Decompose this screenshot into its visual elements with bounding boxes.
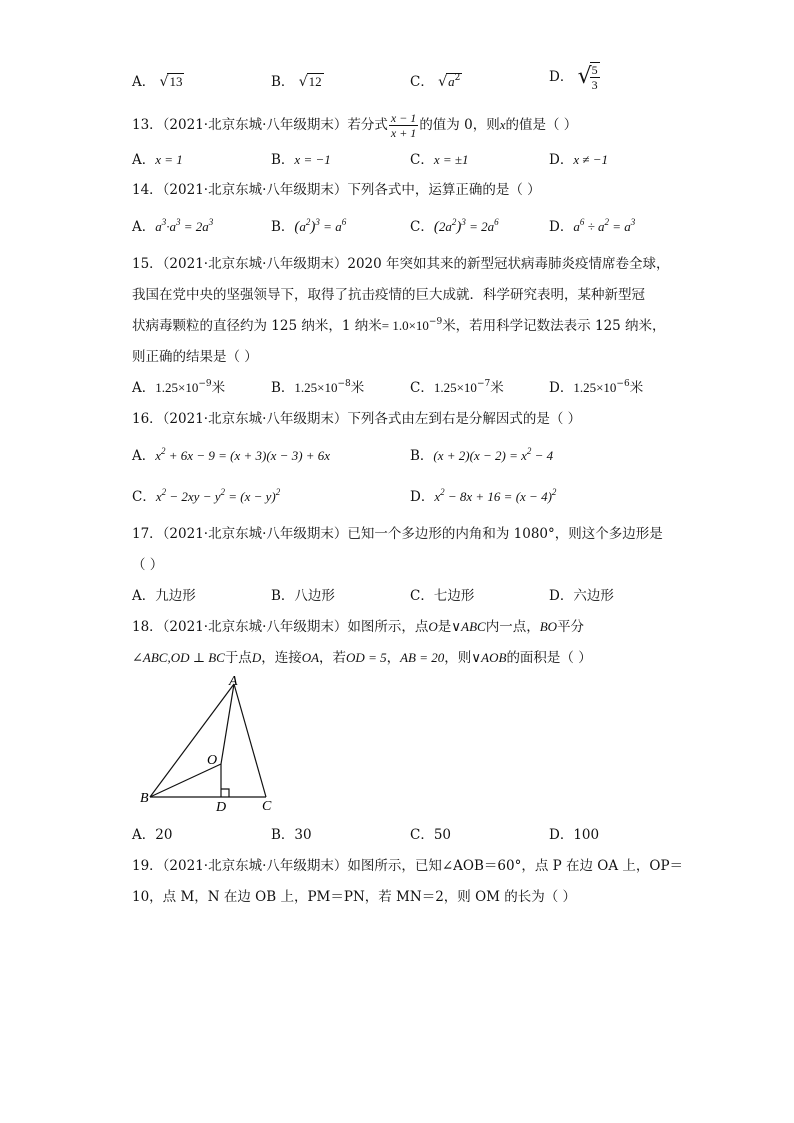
variable: x xyxy=(499,117,506,132)
q15-option-c[interactable] xyxy=(410,378,504,398)
exponent: −7 xyxy=(476,379,491,389)
q17-line-2: （ ） xyxy=(132,557,164,573)
q14-stem: 14．（2021·北京东城·八年级期末）下列各式中，运算正确的是（ ） xyxy=(132,182,541,198)
exponent: 2 xyxy=(454,73,461,83)
option-label: D． xyxy=(410,489,435,505)
q18-option-b[interactable]: B．30 xyxy=(271,827,312,843)
radicand: a xyxy=(448,74,455,89)
stem-text: ，则∨ xyxy=(444,650,482,666)
stem-text: 内一点， xyxy=(485,619,540,635)
q13-option-a[interactable] xyxy=(132,150,183,170)
q16-option-c[interactable] xyxy=(132,487,280,507)
radicand: 12 xyxy=(308,74,322,89)
stem-text: 状病毒颗粒的直径约为 125 纳米，1 纳米 xyxy=(132,318,382,334)
denominator: 3 xyxy=(591,78,598,92)
q15-line-2: 我国在党中央的坚强领导下，取得了抗击疫情的巨大成就．科学研究表明，某种新型冠 xyxy=(132,287,645,303)
condition-math: ∠ABC,OD ⊥ BC xyxy=(132,650,225,665)
option-label: C． xyxy=(410,219,434,235)
segment-ac xyxy=(234,684,266,797)
triangle-figure xyxy=(136,672,286,818)
option-math: $(2a^2)^3 = 2a^6$ xyxy=(433,217,499,235)
q13-option-d[interactable] xyxy=(549,150,608,170)
q12-option-a[interactable] xyxy=(132,72,184,92)
option-label: C． xyxy=(410,380,434,396)
option-label: A． xyxy=(132,74,156,90)
option-value: 1.25×10 xyxy=(294,380,338,395)
q12-option-d[interactable] xyxy=(549,62,601,92)
option-label: B． xyxy=(271,380,295,396)
q16-option-a[interactable] xyxy=(132,446,330,466)
exponent: −9 xyxy=(198,379,212,389)
condition-math: AB = 20 xyxy=(400,650,445,665)
option-value: 1.25×10 xyxy=(573,380,617,395)
option-label: A． xyxy=(132,380,156,396)
option-math: x = 1 xyxy=(155,152,183,167)
option-math: $a^6 \div a^2 = a^3$ xyxy=(573,217,636,234)
radicand: 13 xyxy=(169,74,183,89)
q15-line-4: 则正确的结果是（ ） xyxy=(132,349,258,365)
q15-line-3 xyxy=(132,316,666,336)
q13-stem xyxy=(132,111,577,140)
sqrt-sign: √ xyxy=(298,74,308,90)
q19-line-2: 10，点 M，N 在边 OB 上，PM＝PN，若 MN＝2，则 OM 的长为（ ） xyxy=(132,889,577,905)
right-angle-mark xyxy=(221,789,229,797)
point-label: D xyxy=(251,650,262,665)
option-value: 1.25×10 xyxy=(155,380,199,395)
segment-label: OA xyxy=(301,650,320,665)
q17-option-b[interactable]: B．八边形 xyxy=(271,588,335,604)
q18-option-d[interactable]: D．100 xyxy=(549,827,600,843)
segment-label: BO xyxy=(539,619,558,634)
stem-text: 于点 xyxy=(224,650,252,666)
option-label: C． xyxy=(410,74,434,90)
denominator: x + 1 xyxy=(390,126,417,140)
q15-line-1: 15．（2021·北京东城·八年级期末）2020 年突如其来的新型冠状病毒肺炎疫情席卷全球， xyxy=(132,256,670,272)
point-label: O xyxy=(428,619,438,634)
stem-text: 的值为 0，则 xyxy=(419,117,500,133)
option-label: B． xyxy=(271,74,295,90)
label-c: C xyxy=(262,799,272,814)
option-math: x = ±1 xyxy=(433,152,469,167)
unit: 米 xyxy=(211,380,226,396)
option-math: $x^2 - 2xy - y^2 = (x - y)^2$ xyxy=(155,487,281,504)
stem-text: 米，若用科学记数法表示 125 纳米， xyxy=(442,318,666,334)
q13-option-b[interactable] xyxy=(271,150,331,170)
sqrt-sign: √ xyxy=(577,64,592,89)
q18-option-a[interactable]: A．20 xyxy=(132,827,173,843)
q12-option-b[interactable] xyxy=(271,72,324,92)
q19-line-1: 19．（2021·北京东城·八年级期末）如图所示，已知∠AOB＝60°，点 P 在边 OA 上，OP＝ xyxy=(132,858,684,874)
stem-text: 是∨ xyxy=(437,619,462,635)
option-label: D． xyxy=(549,219,574,235)
q17-option-a[interactable]: A．九边形 xyxy=(132,588,196,604)
option-label: B． xyxy=(271,219,295,235)
triangle-label: ABC xyxy=(461,619,486,634)
q13-option-c[interactable] xyxy=(410,150,469,170)
stem-text: ，若 xyxy=(319,650,347,666)
stem-text: 的面积是（ ） xyxy=(506,650,592,666)
stem-text: ，连接 xyxy=(261,650,302,666)
option-math: $(x + 2)(x - 2) = x^2 - 4$ xyxy=(433,446,554,463)
fraction xyxy=(389,111,418,140)
sqrt-sign: √ xyxy=(159,74,169,90)
stem-text: 平分 xyxy=(557,619,585,635)
q15-option-b[interactable] xyxy=(271,378,364,398)
option-math: $a^3\cdot a^3 = 2a^3$ xyxy=(155,217,214,234)
exponent: −6 xyxy=(616,379,630,389)
stem-text: 的值是（ ） xyxy=(505,117,578,133)
q16-option-b[interactable] xyxy=(410,446,553,466)
sqrt-sign: √ xyxy=(438,74,448,90)
q18-line-1 xyxy=(132,617,584,637)
fraction xyxy=(590,62,600,92)
condition-math: OD = 5 xyxy=(346,650,387,665)
q14-option-d[interactable] xyxy=(549,217,635,237)
q16-option-d[interactable] xyxy=(410,487,556,507)
q14-option-a[interactable] xyxy=(132,217,213,237)
q15-option-a[interactable] xyxy=(132,378,225,398)
option-math: $x^2 + 6x - 9 = (x + 3)(x - 3) + 6x$ xyxy=(155,446,331,463)
q16-stem: 16．（2021·北京东城·八年级期末）下列各式由左到右是分解因式的是（ ） xyxy=(132,411,582,427)
option-label: C． xyxy=(132,489,156,505)
label-a: A xyxy=(229,674,238,689)
q18-line-2 xyxy=(132,648,592,668)
segment-bo xyxy=(150,764,221,797)
option-label: B． xyxy=(410,448,434,464)
q17-option-c[interactable]: C．七边形 xyxy=(410,588,475,604)
unit: 米 xyxy=(350,380,365,396)
option-math: $x^2 - 8x + 16 = (x - 4)^2$ xyxy=(434,487,557,504)
option-label: A． xyxy=(132,448,156,464)
unit: 米 xyxy=(490,380,504,396)
q12-option-c[interactable] xyxy=(410,72,462,92)
option-label: D． xyxy=(549,69,574,85)
triangle-label: AOB xyxy=(481,650,507,665)
exponent: −8 xyxy=(337,379,351,389)
q14-option-c[interactable] xyxy=(410,217,499,237)
q17-option-d[interactable]: D．六边形 xyxy=(549,588,614,604)
option-math: x = −1 xyxy=(294,152,331,167)
option-value: 1.25×10 xyxy=(433,380,477,395)
sci-notation: = 1.0×10 xyxy=(381,318,429,333)
option-label: D． xyxy=(549,152,574,168)
option-label: D． xyxy=(549,380,574,396)
option-label: A． xyxy=(132,152,156,168)
stem-text: ， xyxy=(386,650,401,666)
option-label: C． xyxy=(410,152,434,168)
segment-oa xyxy=(221,684,234,764)
label-b: B xyxy=(140,791,149,806)
option-math: $(a^2)^3 = a^6$ xyxy=(294,217,347,235)
numerator: x − 1 xyxy=(390,111,417,125)
stem-text: 18．（2021·北京东城·八年级期末）如图所示，点 xyxy=(132,619,429,635)
label-o: O xyxy=(207,753,218,768)
option-label: A． xyxy=(132,219,156,235)
label-d: D xyxy=(216,800,227,815)
q18-option-c[interactable]: C．50 xyxy=(410,827,452,843)
q14-option-b[interactable] xyxy=(271,217,346,237)
q15-option-d[interactable] xyxy=(549,378,643,398)
unit: 米 xyxy=(629,380,644,396)
option-math: x ≠ −1 xyxy=(573,152,609,167)
q17-line-1: 17．（2021·北京东城·八年级期末）已知一个多边形的内角和为 1080°，则这个多边形是 xyxy=(132,526,663,542)
stem-text: 13．（2021·北京东城·八年级期末）若分式 xyxy=(132,117,388,133)
numerator: 5 xyxy=(591,63,598,77)
exponent: −9 xyxy=(428,317,443,327)
option-label: B． xyxy=(271,152,295,168)
